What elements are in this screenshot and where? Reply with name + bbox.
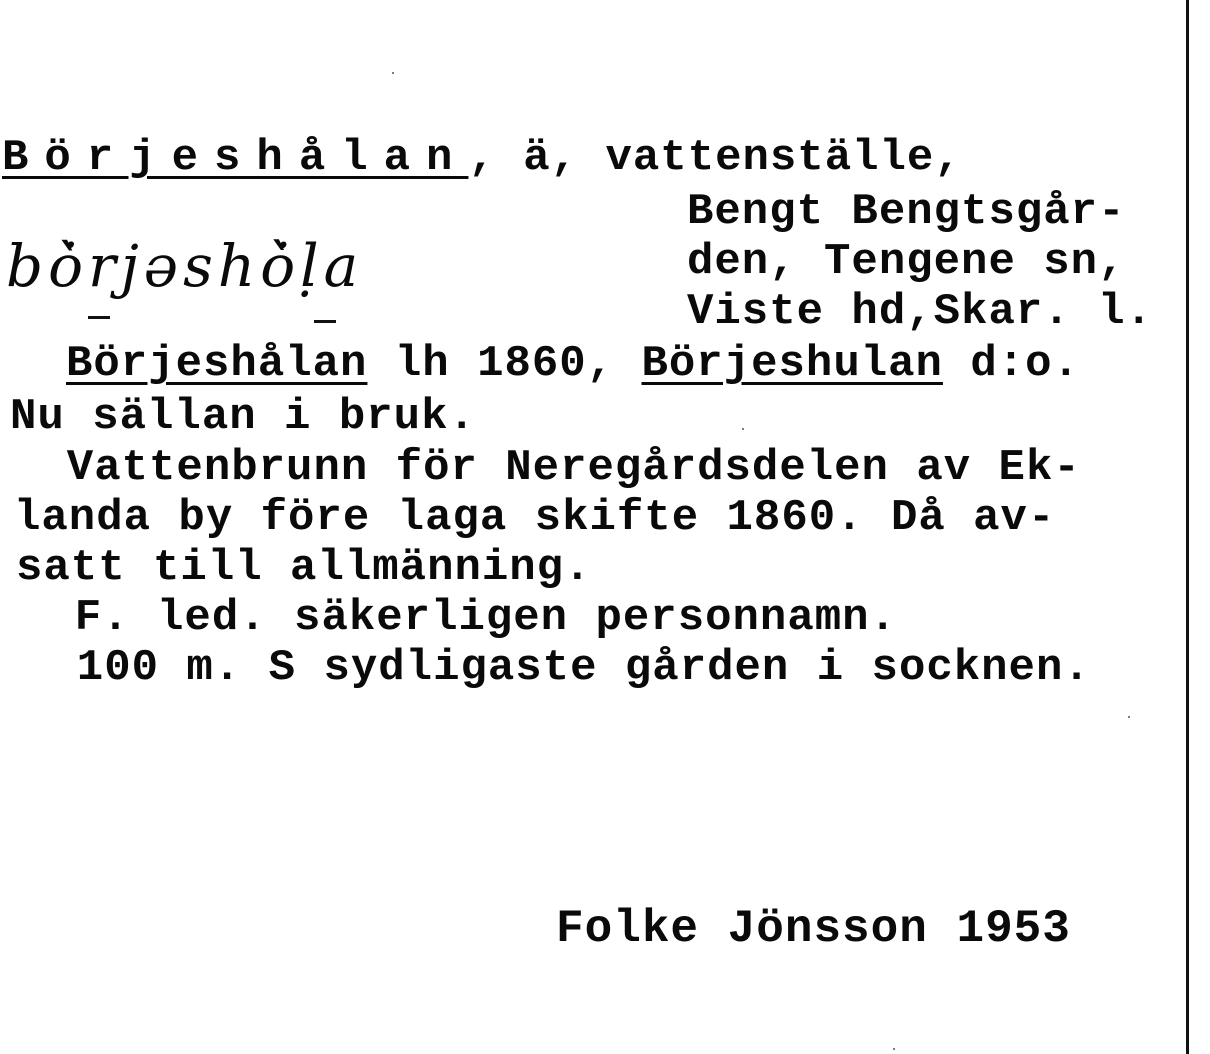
body-line-3: landa by före laga skifte 1860. Då av- bbox=[14, 493, 1056, 543]
location-line-2: den, Tengene sn, bbox=[687, 237, 1126, 287]
body-line-5: F. led. säkerligen personnamn. bbox=[20, 593, 897, 643]
phonetic-length-mark bbox=[88, 316, 110, 319]
phonetic-length-mark bbox=[314, 320, 336, 323]
headword-suffix: , ä, vattenställe, bbox=[468, 133, 962, 183]
phonetic-transcription: bò̇rjəshȯ̀ḷa bbox=[6, 232, 364, 300]
card-edge-line bbox=[1186, 0, 1189, 1054]
location-line-3: Viste hd,Skar. l. bbox=[687, 287, 1153, 337]
historical-form-2: Börjeshulan bbox=[641, 339, 943, 389]
body-line-4: satt till allmänning. bbox=[16, 543, 592, 593]
signature: Folke Jönsson 1953 bbox=[556, 903, 1071, 955]
scan-speck bbox=[1128, 716, 1130, 718]
history-text-1: lh 1860, bbox=[367, 339, 642, 389]
history-text-2: d:o. bbox=[942, 339, 1080, 389]
location-line-1: Bengt Bengtsgår- bbox=[687, 187, 1126, 237]
body-line-1: Nu sällan i bruk. bbox=[10, 392, 476, 442]
body-line-6: 100 m. S sydligaste gården i socknen. bbox=[22, 643, 1091, 693]
historical-form-1: Börjeshålan bbox=[66, 339, 368, 389]
body-line-2: Vattenbrunn för Neregårdsdelen av Ek- bbox=[12, 443, 1081, 493]
scan-speck bbox=[893, 1048, 895, 1050]
scan-speck bbox=[392, 72, 394, 74]
header-line bbox=[2, 133, 962, 183]
headword: Börjeshålan bbox=[2, 133, 469, 183]
history-line bbox=[66, 339, 1080, 389]
scan-speck bbox=[742, 428, 744, 430]
